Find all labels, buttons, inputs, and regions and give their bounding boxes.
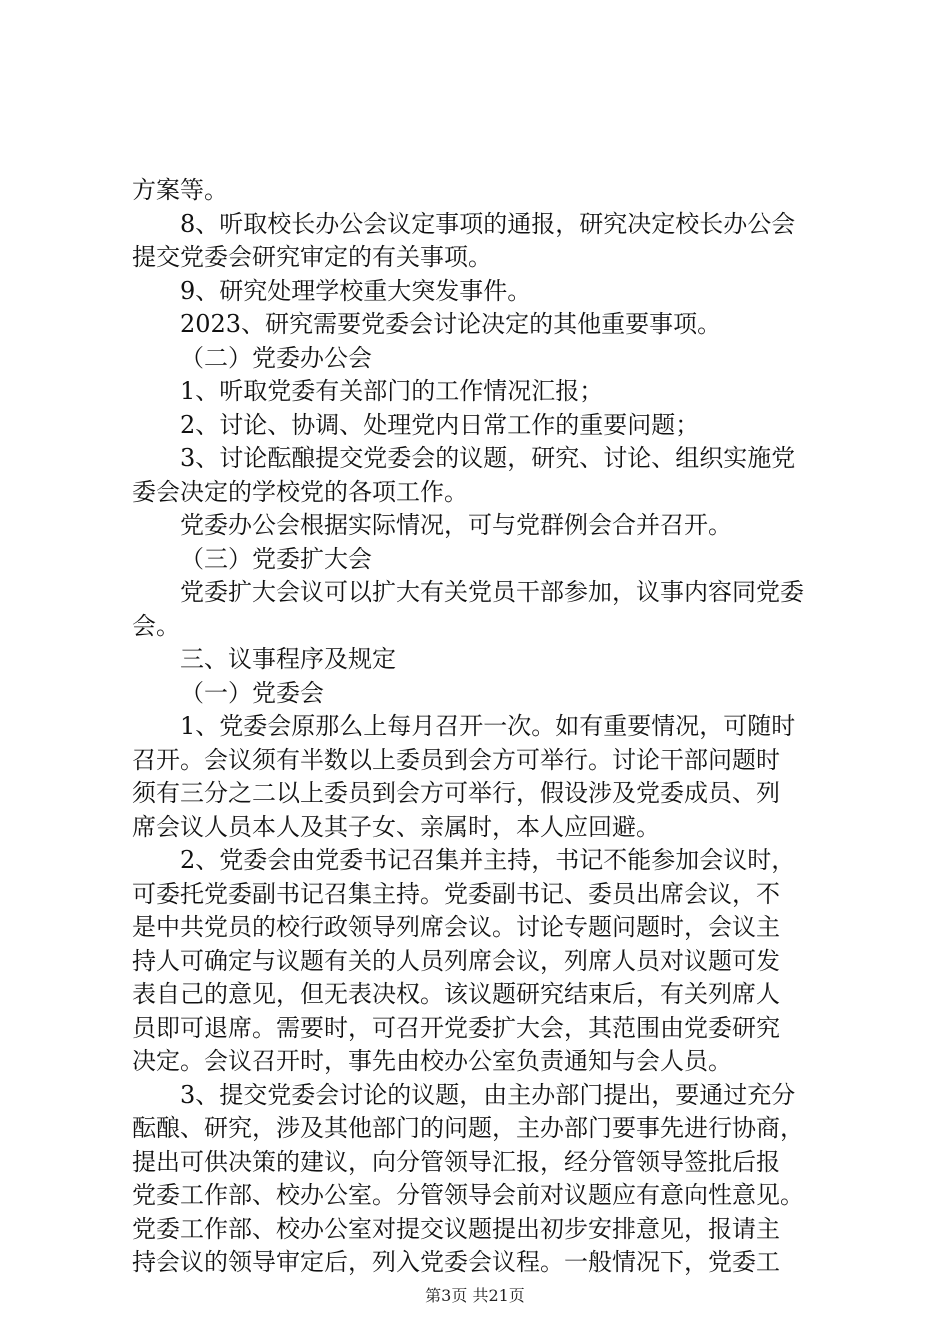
text-line: 可委托党委副书记召集主持。党委副书记、委员出席会议，不 <box>132 879 780 908</box>
text-line: 席会议人员本人及其子女、亲属时，本人应回避。 <box>132 812 660 841</box>
text-line: 党委办公会根据实际情况，可与党群例会合并召开。 <box>180 511 732 539</box>
text-line: 党委工作部、校办公室对提交议题提出初步安排意见，报请主 <box>132 1214 780 1243</box>
text-line: 方案等。 <box>132 176 228 204</box>
text-line: 酝酿、研究，涉及其他部门的问题，主办部门要事先进行协商， <box>132 1114 804 1142</box>
text-line: 三、议事程序及规定 <box>180 645 396 673</box>
text-line: 2、讨论、协调、处理党内日常工作的重要问题； <box>180 410 700 439</box>
text-line: 召开。会议须有半数以上委员到会方可举行。讨论干部问题时 <box>132 745 780 774</box>
text-line: 3、讨论酝酿提交党委会的议题，研究、讨论、组织实施党 <box>180 444 796 472</box>
text-line: 8、听取校长办公会议定事项的通报，研究决定校长办公会 <box>180 209 796 238</box>
text-line: 委会决定的学校党的各项工作。 <box>132 477 468 506</box>
text-line: 须有三分之二以上委员到会方可举行，假设涉及党委成员、列 <box>132 779 780 807</box>
page-footer: 第3页 共21页 <box>425 1286 525 1305</box>
text-line: 持会议的领导审定后，列入党委会议程。一般情况下，党委工 <box>132 1248 780 1276</box>
text-line: 2、党委会由党委书记召集并主持，书记不能参加会议时， <box>180 846 796 874</box>
text-line: 持人可确定与议题有关的人员列席会议，列席人员对议题可发 <box>132 946 780 975</box>
text-line: 党委工作部、校办公室。分管领导会前对议题应有意向性意见。 <box>132 1181 804 1209</box>
text-line: 提交党委会研究审定的有关事项。 <box>132 243 492 271</box>
text-line: 1、党委会原那么上每月召开一次。如有重要情况，可随时 <box>180 712 796 740</box>
text-line: 表自己的意见，但无表决权。该议题研究结束后，有关列席人 <box>132 980 780 1008</box>
text-line: 员即可退席。需要时，可召开党委扩大会，其范围由党委研究 <box>132 1013 780 1042</box>
text-line: 会。 <box>132 611 180 640</box>
text-line: 9、研究处理学校重大突发事件。 <box>180 276 532 305</box>
text-line: 3、提交党委会讨论的议题，由主办部门提出，要通过充分 <box>180 1080 796 1109</box>
text-line: 1、听取党委有关部门的工作情况汇报； <box>180 377 604 405</box>
text-line: 决定。会议召开时，事先由校办公室负责通知与会人员。 <box>132 1047 732 1075</box>
text-line: （二）党委办公会 <box>180 343 372 372</box>
text-line: 党委扩大会议可以扩大有关党员干部参加，议事内容同党委 <box>180 578 804 606</box>
text-line: （一）党委会 <box>180 678 324 707</box>
document-body <box>132 174 832 1280</box>
text-line: 提出可供决策的建议，向分管领导汇报，经分管领导签批后报 <box>132 1147 780 1176</box>
text-line: 2023、研究需要党委会讨论决定的其他重要事项。 <box>180 310 722 338</box>
text-line: （三）党委扩大会 <box>180 544 372 573</box>
text-line: 是中共党员的校行政领导列席会议。讨论专题问题时，会议主 <box>132 913 780 941</box>
